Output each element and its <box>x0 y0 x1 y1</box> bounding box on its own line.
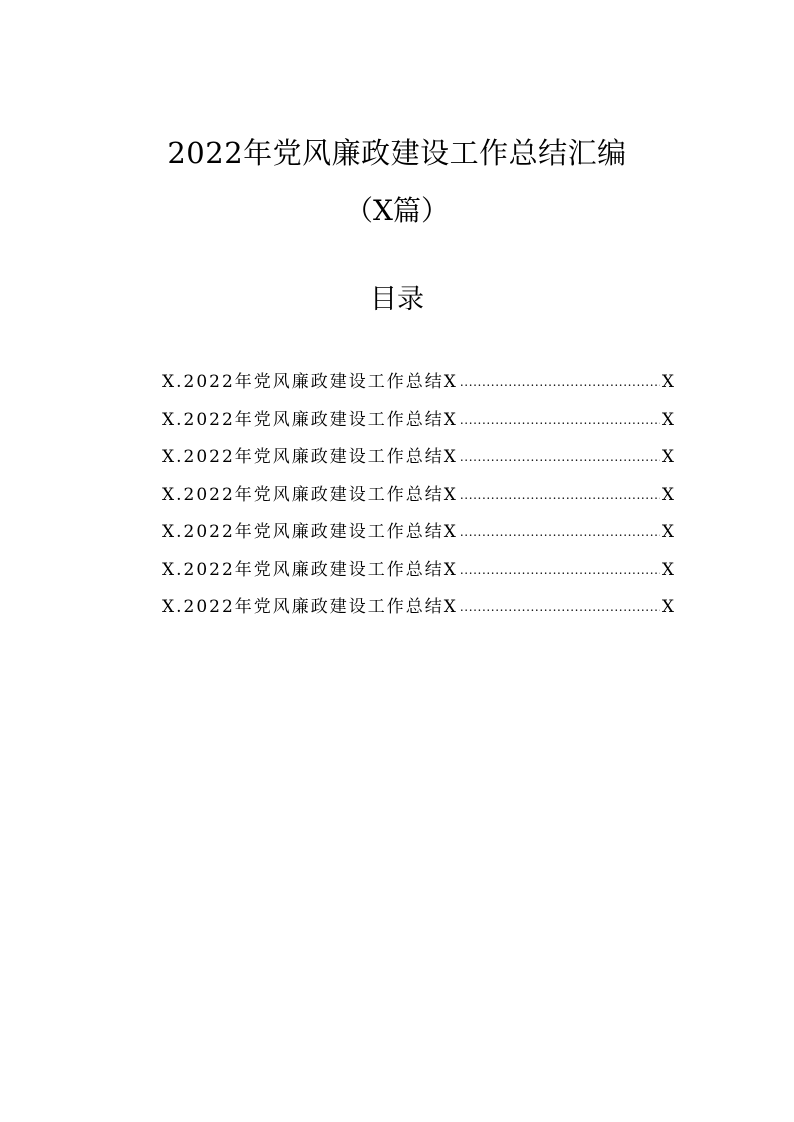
toc-dot-leader <box>460 406 660 433</box>
toc-entry-title: X.2022年党风廉政建设工作总结X <box>162 559 458 580</box>
table-of-contents <box>162 369 674 632</box>
toc-entry-title: X.2022年党风廉政建设工作总结X <box>162 597 458 617</box>
toc-entry-page: X <box>661 522 674 542</box>
toc-dot-leader <box>460 518 660 545</box>
toc-entry[interactable] <box>162 557 674 595</box>
toc-dot-leader <box>460 481 660 508</box>
toc-entry-title: X.2022年党风廉政建设工作总结X <box>162 409 458 430</box>
toc-entry[interactable] <box>162 519 674 557</box>
toc-entry[interactable] <box>162 594 674 632</box>
toc-entry[interactable] <box>162 444 674 482</box>
toc-dot-leader <box>460 556 660 583</box>
toc-dot-leader <box>460 368 660 395</box>
toc-entry[interactable] <box>162 369 674 407</box>
toc-entry-page: X <box>661 447 674 467</box>
toc-entry-page: X <box>661 372 674 392</box>
toc-entry-title: X.2022年党风廉政建设工作总结X <box>162 372 458 392</box>
toc-entry-page: X <box>661 597 674 617</box>
document-subtitle: （X篇） <box>345 194 449 227</box>
toc-entry-title: X.2022年党风廉政建设工作总结X <box>162 447 458 467</box>
toc-entry[interactable] <box>162 482 674 520</box>
toc-dot-leader <box>460 443 660 470</box>
toc-dot-leader <box>460 593 660 620</box>
toc-heading: 目录 <box>370 284 424 315</box>
document-title: 2022年党风廉政建设工作总结汇编 <box>167 136 627 170</box>
toc-entry-title: X.2022年党风廉政建设工作总结X <box>162 522 458 542</box>
toc-entry-page: X <box>661 409 674 430</box>
toc-entry-title: X.2022年党风廉政建设工作总结X <box>162 484 458 505</box>
toc-entry-page: X <box>661 559 674 580</box>
toc-entry-page: X <box>661 484 674 505</box>
toc-entry[interactable] <box>162 407 674 445</box>
